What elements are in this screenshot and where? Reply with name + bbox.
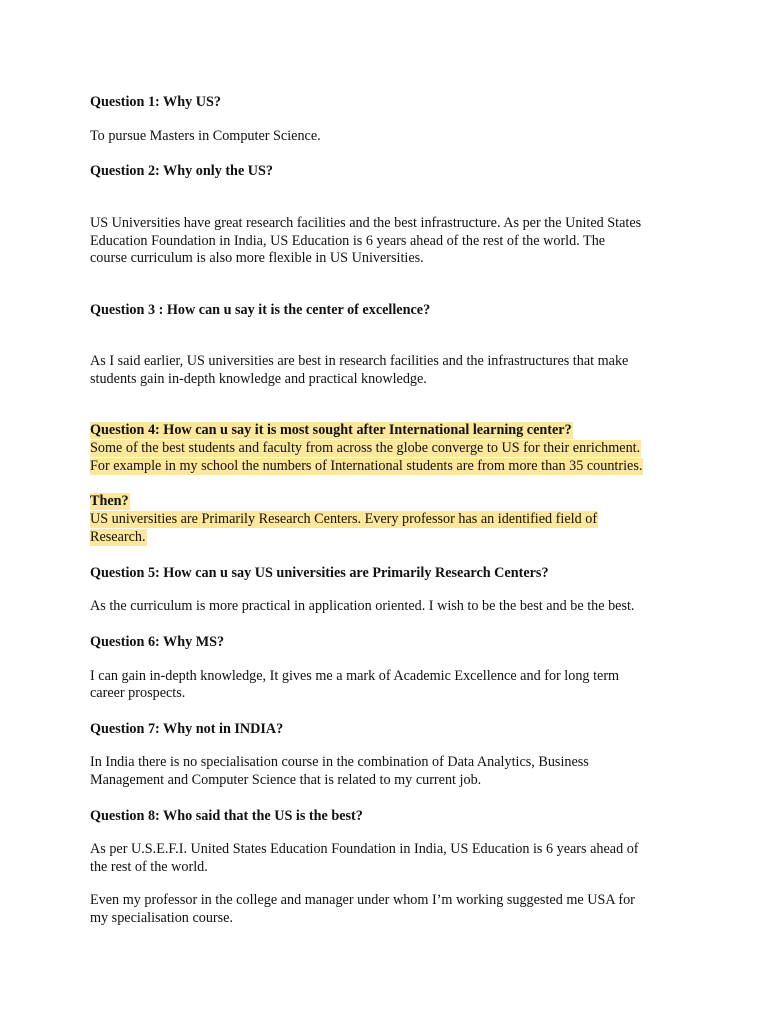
- question-2-answer-line: US Universities have great research facilities and the best infrastructure. As per the United States: [90, 215, 642, 231]
- question-3-answer-line: As I said earlier, US universities are best in research facilities and the infrastructures that make: [90, 353, 629, 369]
- highlight: Then?: [90, 493, 129, 509]
- followup-answer-line: [90, 528, 147, 546]
- question-1-answer: To pursue Masters in Computer Science.: [90, 128, 321, 144]
- question-7-heading: Question 7: Why not in INDIA?: [90, 721, 284, 737]
- highlight: For example in my school the numbers of International students are from more than 35 countries.: [90, 458, 643, 474]
- question-7-answer-line: In India there is no specialisation course in the combination of Data Analytics, Business: [90, 754, 589, 770]
- question-5-heading: Question 5: How can u say US universities are Primarily Research Centers?: [90, 565, 549, 581]
- highlight: Research.: [90, 529, 146, 545]
- question-4-answer-line: [90, 439, 641, 457]
- question-8-extra-line: Even my professor in the college and manager under whom I’m working suggested me USA for: [90, 892, 635, 908]
- question-6-answer-line: I can gain in-depth knowledge, It gives me a mark of Academic Excellence and for long term: [90, 668, 620, 684]
- question-1-heading: Question 1: Why US?: [90, 94, 221, 110]
- question-4-heading: [90, 421, 573, 439]
- highlight: Question 4: How can u say it is most sought after International learning center?: [90, 422, 572, 438]
- question-2-heading: Question 2: Why only the US?: [90, 163, 274, 179]
- question-8-heading: Question 8: Who said that the US is the best?: [90, 808, 363, 824]
- highlight: US universities are Primarily Research Centers. Every professor has an identified field of: [90, 511, 598, 527]
- question-6-answer-line: career prospects.: [90, 685, 186, 701]
- highlight: Some of the best students and faculty from across the globe converge to US for their enrichment.: [90, 440, 641, 456]
- question-6-heading: Question 6: Why MS?: [90, 634, 225, 650]
- question-8-answer-line: As per U.S.E.F.I. United States Education Foundation in India, US Education is 6 years ahead of: [90, 841, 639, 857]
- followup-heading: [90, 492, 130, 510]
- question-3-answer-line: students gain in-depth knowledge and practical knowledge.: [90, 371, 427, 387]
- question-2-answer-line: Education Foundation in India, US Education is 6 years ahead of the rest of the world. The: [90, 233, 606, 249]
- question-7-answer-line: Management and Computer Science that is related to my current job.: [90, 772, 482, 788]
- question-3-heading: Question 3 : How can u say it is the center of excellence?: [90, 302, 431, 318]
- followup-answer-line: [90, 510, 598, 528]
- question-4-answer-line: [90, 457, 643, 475]
- question-8-extra-line: my specialisation course.: [90, 910, 234, 926]
- question-5-answer: As the curriculum is more practical in application oriented. I wish to be the best and be the best.: [90, 598, 635, 614]
- question-2-answer-line: course curriculum is also more flexible in US Universities.: [90, 250, 424, 266]
- question-8-answer-line: the rest of the world.: [90, 859, 208, 875]
